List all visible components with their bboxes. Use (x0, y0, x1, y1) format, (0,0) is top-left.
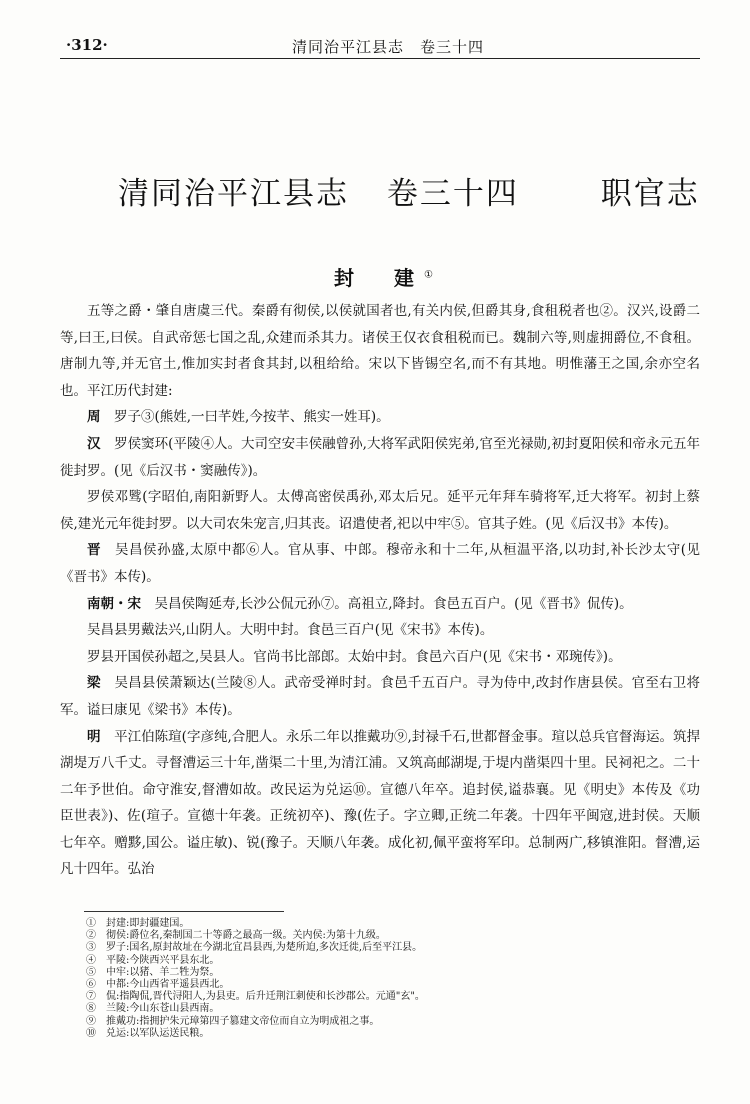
footnote: ③ 罗子:国名,原封故址在今湖北宜昌县西,为楚所迫,多次迁徙,后至平江县。 (86, 942, 423, 954)
paragraph (60, 724, 700, 884)
paragraph (60, 537, 700, 590)
paragraph-text: 罗子③(熊姓,一曰芊姓,今按芊、熊实一姓耳)。 (114, 409, 390, 426)
paragraph (60, 404, 700, 431)
paragraph (60, 670, 700, 723)
paragraph-text: 吴昌侯陶延寿,长沙公侃元孙⑦。高祖立,降封。食邑五百户。(见《晋书》侃传)。 (154, 595, 633, 612)
paragraph (60, 431, 700, 484)
footnote: ⑨ 推戴功:指拥护朱元璋第四子篡建文帝位而自立为明成祖之事。 (86, 1015, 380, 1027)
body-text (60, 298, 700, 883)
paragraph-text: 罗侯窦环(平陵④人。大司空安丰侯融曾孙,大将军武阳侯宪弟,官至光禄勋,初封夏阳侯和帝永元五年徙封罗。(见《后汉书・窦融传》)。 (60, 435, 701, 479)
paragraph-text: 吴昌侯孙盛,太原中都⑥人。官从事、中郎。穆帝永和十二年,从桓温平洛,以功封,补长沙太守(见《晋书》本传)。 (60, 542, 700, 585)
paragraph-text: 罗侯邓骘(字昭伯,南阳新野人。太傅高密侯禹孙,邓太后兄。延平元年拜车骑将军,迁大将军。初封上蔡侯,建光元年徙封罗。以大司农朱宠言,归其丧。诏遣使者,祀以中牢⑤。官其子姓。(见《后汉书》本传)。 (60, 489, 700, 532)
paragraph (60, 484, 700, 537)
paragraph (60, 644, 700, 671)
section-note-mark: ① (424, 269, 433, 281)
dynasty-label: 梁 (87, 675, 101, 692)
dynasty-label: 周 (87, 409, 101, 426)
footnote: ⑤ 中牢:以猪、羊二牲为祭。 (86, 966, 220, 978)
paragraph-text: 吴昌县男戴法兴,山阴人。大明中封。食邑三百户(见《宋书》本传)。 (87, 622, 494, 639)
paragraph (60, 298, 700, 404)
section-heading-text: 封 建 (334, 266, 424, 290)
page-number: ·312· (66, 36, 108, 54)
footnotes (86, 918, 646, 1040)
footnote: ⑦ 侃:指陶侃,晋代浔阳人,为县吏。后升迁荆江刺使和长沙郡公。元通"玄"。 (86, 991, 425, 1003)
paragraph (60, 617, 700, 644)
footnote: ① 封建:即封疆建国。 (86, 918, 190, 929)
paragraph-text: 五等之爵・肇自唐虞三代。秦爵有彻侯,以侯就国者也,有关内侯,但爵其身,食租税者也②。汉兴,设爵二等,曰王,曰侯。自武帝惩七国之乱,众建而杀其力。诸侯王仅衣食租税而已。魏制六等,则虚拥爵位,不食租。唐制九等,并无官土,惟加实封者食其封,以租给给。宋以下皆锡空名,而不有其地。明惟藩王之国,余亦空名也。平江历代封建: (60, 303, 700, 399)
footnote-divider (84, 911, 284, 912)
dynasty-label: 明 (87, 728, 101, 745)
running-title: 清同治平江县志 卷三十四 (292, 38, 485, 56)
footnote: ④ 平陵:今陕西兴平县东北。 (86, 954, 220, 966)
paragraph (60, 591, 700, 618)
title-book: 清同治平江县志 (118, 176, 349, 212)
dynasty-label: 南朝・宋 (87, 595, 141, 612)
title-chapter: 职官志 (600, 176, 700, 212)
footnote: ⑩ 兑运:以军队运送民粮。 (86, 1027, 210, 1039)
dynasty-label: 晋 (87, 542, 102, 559)
chapter-title (118, 168, 718, 213)
paragraph-text: 吴昌县侯萧颖达(兰陵⑧人。武帝受禅时封。食邑千五百户。寻为侍中,改封作唐县侯。官至右卫将军。谥曰康见《梁书》本传)。 (60, 675, 701, 718)
title-volume: 卷三十四 (386, 176, 519, 212)
section-heading (334, 262, 433, 291)
footnote: ⑥ 中都:今山西省平遥县西北。 (86, 979, 230, 991)
footnote: ② 彻侯:爵位名,秦制国二十等爵之最高一级。关内侯:为第十九级。 (86, 930, 386, 942)
paragraph-text: 平江伯陈瑄(字彦纯,合肥人。永乐二年以推戴功⑨,封禄千石,世都督金事。瑄以总兵官督海运。筑捍湖堤万八千丈。寻督漕运三十年,凿渠二十里,为清江浦。又筑高邮湖堤,于堤内凿渠四十里。民祠祀之。二十二年予世伯。命守淮安,督漕如故。改民运为兑运⑩。宣德八年卒。追封侯,谥恭襄。见《明史》本传及《功臣世表》)、佐(瑄子。宣德十年袭。正统初卒)、豫(佐子。字立卿,正统二年袭。十四年平闽寇,进封侯。天顺七年卒。赠黟,国公。谥庄敏)、锐(豫子。天顺八年袭。成化初,佩平蛮将军印。总制两广,移镇淮阳。督漕,运凡十四年。弘治 (60, 728, 701, 878)
dynasty-label: 汉 (87, 435, 101, 452)
paragraph-text: 罗县开国侯孙超之,吴县人。官尚书比部郎。太始中封。食邑六百户(见《宋书・邓琬传》)。 (87, 648, 622, 665)
page-header (60, 36, 700, 59)
footnote: ⑧ 兰陵:今山东苍山县西南。 (86, 1003, 220, 1015)
